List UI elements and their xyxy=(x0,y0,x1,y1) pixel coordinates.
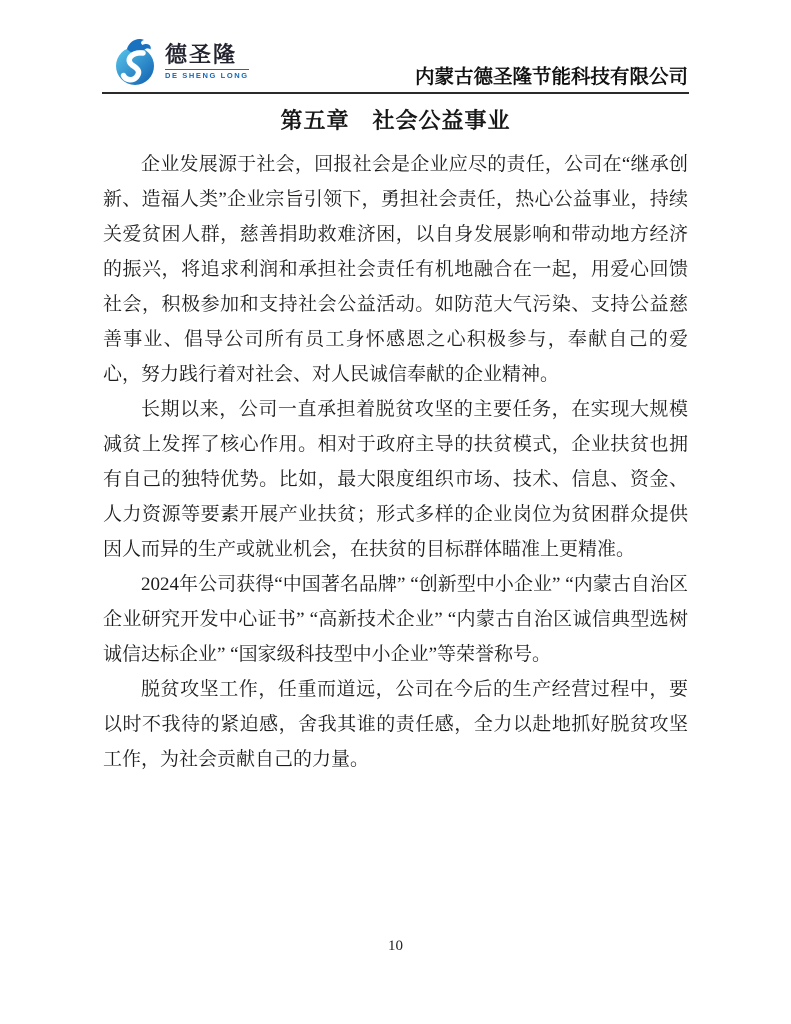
page-number: 10 xyxy=(388,938,403,954)
company-logo xyxy=(114,37,249,87)
chapter-title: 第五章 社会公益事业 xyxy=(280,108,511,133)
company-name: 内蒙古德圣隆节能科技有限公司 xyxy=(414,67,688,88)
logo-name-en: DE SHENG LONG xyxy=(165,71,249,81)
paragraph: 2024年公司获得“中国著名品牌” “创新型中小企业” “内蒙古自治区企业研究开发中心证书” “高新技术企业” “内蒙古自治区诚信典型选树诚信达标企业” “国家级科技型中小企业”等荣誉称号。 xyxy=(103,574,688,665)
logo-name-cn: 德圣隆 xyxy=(165,42,238,68)
paragraph: 企业发展源于社会，回报社会是企业应尽的责任，公司在“继承创新、造福人类”企业宗旨引领下，勇担社会责任，热心公益事业，持续关爱贫困人群，慈善捐助救难济困，以自身发展影响和带动地方经济的振兴，将追求利润和承担社会责任有机地融合在一起，用爱心回馈社会，积极参加和支持社会公益活动。如防范大气污染、支持公益慈善事业、倡导公司所有员工身怀感恩之心积极参与，奉献自己的爱心，努力践行着对社会、对人民诚信奉献的企业精神。 xyxy=(103,154,688,385)
document-body xyxy=(103,147,688,777)
paragraph: 长期以来，公司一直承担着脱贫攻坚的主要任务，在实现大规模减贫上发挥了核心作用。相对于政府主导的扶贫模式，企业扶贫也拥有自己的独特优势。比如，最大限度组织市场、技术、信息、资金、人力资源等要素开展产业扶贫；形式多样的企业岗位为贫困群众提供因人而异的生产或就业机会，在扶贫的目标群体瞄准上更精准。 xyxy=(103,399,688,560)
logo-text xyxy=(165,44,249,80)
dragon-sphere-icon xyxy=(114,37,160,87)
paragraph: 脱贫攻坚工作，任重而道远，公司在今后的生产经营过程中，要以时不我待的紧迫感，舍我其谁的责任感，全力以赴地抓好脱贫攻坚工作，为社会贡献自己的力量。 xyxy=(103,679,688,770)
header-divider xyxy=(102,92,689,94)
